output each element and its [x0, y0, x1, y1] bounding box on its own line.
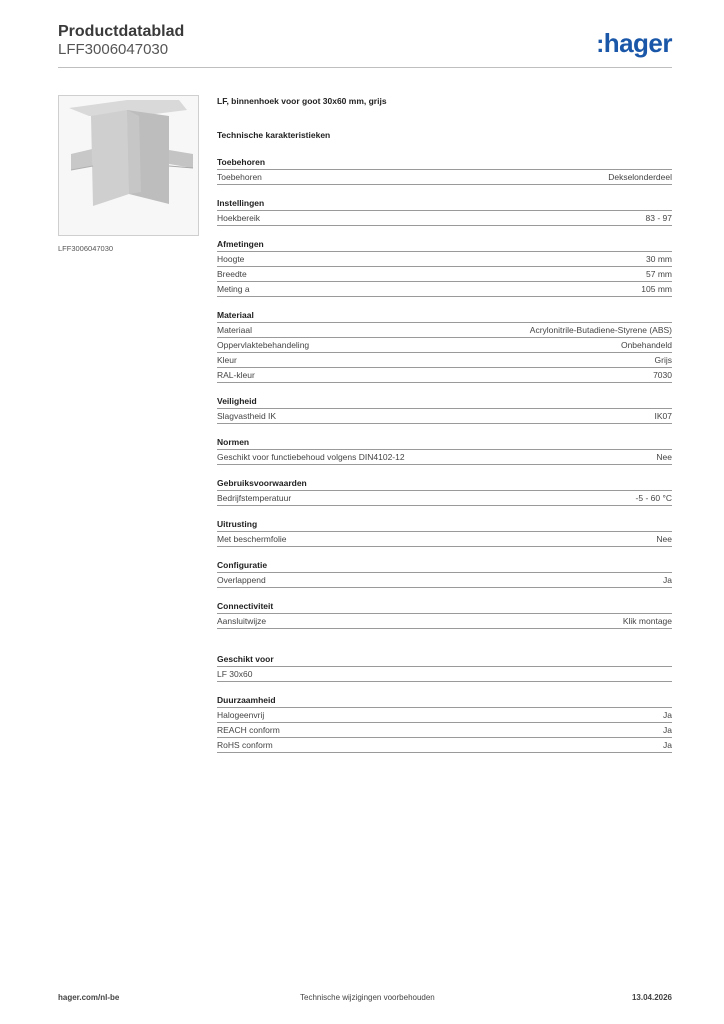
spec-value: -5 - 60 °C: [635, 493, 672, 503]
section-title: Gebruiksvoorwaarden: [217, 477, 672, 491]
header-divider: [58, 67, 672, 68]
section-title: Instellingen: [217, 197, 672, 211]
spec-row: [217, 409, 672, 424]
product-image: [58, 95, 199, 236]
spec-row: [217, 614, 672, 629]
spec-row: [217, 338, 672, 353]
logo-text: hager: [603, 28, 672, 58]
product-name: LF, binnenhoek voor goot 30x60 mm, grijs: [217, 96, 387, 106]
spec-row: [217, 491, 672, 506]
spec-row: [217, 353, 672, 368]
spec-section: [217, 156, 672, 185]
spec-row: [217, 532, 672, 547]
spec-label: Geschikt voor functiebehoud volgens DIN4102-12: [217, 452, 405, 462]
spec-content: [217, 96, 672, 753]
spec-section: [217, 694, 672, 753]
spec-sections: [217, 156, 672, 753]
footer-disclaimer: Technische wijzigingen voorbehouden: [300, 993, 435, 1002]
spec-value: 30 mm: [646, 254, 672, 264]
spec-value: Nee: [656, 534, 672, 544]
spec-value: Ja: [663, 740, 672, 750]
spec-value: Dekselonderdeel: [608, 172, 672, 182]
section-title: Duurzaamheid: [217, 694, 672, 708]
spec-value: IK07: [654, 411, 672, 421]
spec-label: Halogeenvrij: [217, 710, 265, 720]
spec-row: [217, 723, 672, 738]
section-title: Afmetingen: [217, 238, 672, 252]
spec-row: [217, 738, 672, 753]
spec-label: Overlappend: [217, 575, 266, 585]
spec-label: Hoogte: [217, 254, 245, 264]
spec-section: [217, 197, 672, 226]
spec-label: Meting a: [217, 284, 250, 294]
spec-section: [217, 600, 672, 629]
spec-section: [217, 238, 672, 297]
spec-label: Met beschermfolie: [217, 534, 287, 544]
spec-section: [217, 309, 672, 383]
spec-section: [217, 477, 672, 506]
hager-logo: [596, 30, 672, 58]
spec-value: Ja: [663, 710, 672, 720]
spec-section: [217, 653, 672, 682]
spec-section: [217, 518, 672, 547]
spec-value: Acrylonitrile-Butadiene-Styrene (ABS): [529, 325, 672, 335]
spec-value: Grijs: [654, 355, 672, 365]
spec-section: [217, 559, 672, 588]
section-title: Configuratie: [217, 559, 672, 573]
tech-heading: Technische karakteristieken: [217, 130, 331, 140]
spec-value: Ja: [663, 575, 672, 585]
corner-piece-icon: [59, 96, 198, 235]
spec-label: Aansluitwijze: [217, 616, 267, 626]
page-header: [58, 22, 184, 59]
spec-label: Breedte: [217, 269, 247, 279]
spec-value: 57 mm: [646, 269, 672, 279]
spec-row: [217, 450, 672, 465]
spec-row: [217, 282, 672, 297]
spec-label: Kleur: [217, 355, 237, 365]
spec-label: Oppervlaktebehandeling: [217, 340, 310, 350]
section-title: Toebehoren: [217, 156, 672, 170]
spec-row: [217, 708, 672, 723]
spec-row: [217, 267, 672, 282]
image-caption: LFF3006047030: [58, 244, 114, 253]
section-title: Uitrusting: [217, 518, 672, 532]
spec-label: Toebehoren: [217, 172, 262, 182]
document-title: Productdatablad: [58, 23, 185, 40]
section-title: Normen: [217, 436, 672, 450]
spec-value: Nee: [656, 452, 672, 462]
section-title: Geschikt voor: [217, 653, 672, 667]
spec-value: Onbehandeld: [620, 340, 672, 350]
spec-label: REACH conform: [217, 725, 280, 735]
spec-label: Hoekbereik: [217, 213, 260, 223]
spec-row: [217, 667, 672, 682]
footer-website[interactable]: hager.com/nl-be: [58, 993, 120, 1002]
spec-label: LF 30x60: [217, 669, 253, 679]
spec-value: Ja: [663, 725, 672, 735]
section-title: Materiaal: [217, 309, 672, 323]
spec-label: Bedrijfstemperatuur: [217, 493, 292, 503]
spec-section: [217, 436, 672, 465]
spec-value: Klik montage: [622, 616, 672, 626]
section-title: Veiligheid: [217, 395, 672, 409]
spec-row: [217, 170, 672, 185]
spec-row: [217, 252, 672, 267]
spec-label: Materiaal: [217, 325, 252, 335]
spec-label: Slagvastheid IK: [217, 411, 277, 421]
spec-value: 83 - 97: [645, 213, 672, 223]
logo-colon-icon: :: [596, 31, 604, 58]
spec-row: [217, 211, 672, 226]
spec-label: RAL-kleur: [217, 370, 255, 380]
product-code: LFF3006047030: [58, 41, 169, 58]
spec-row: [217, 323, 672, 338]
spec-row: [217, 573, 672, 588]
spec-value: 105 mm: [641, 284, 672, 294]
spec-section: [217, 395, 672, 424]
footer-date: 13.04.2026: [631, 993, 672, 1002]
spec-label: RoHS conform: [217, 740, 273, 750]
section-title: Connectiviteit: [217, 600, 672, 614]
spec-value: 7030: [653, 370, 672, 380]
spec-row: [217, 368, 672, 383]
